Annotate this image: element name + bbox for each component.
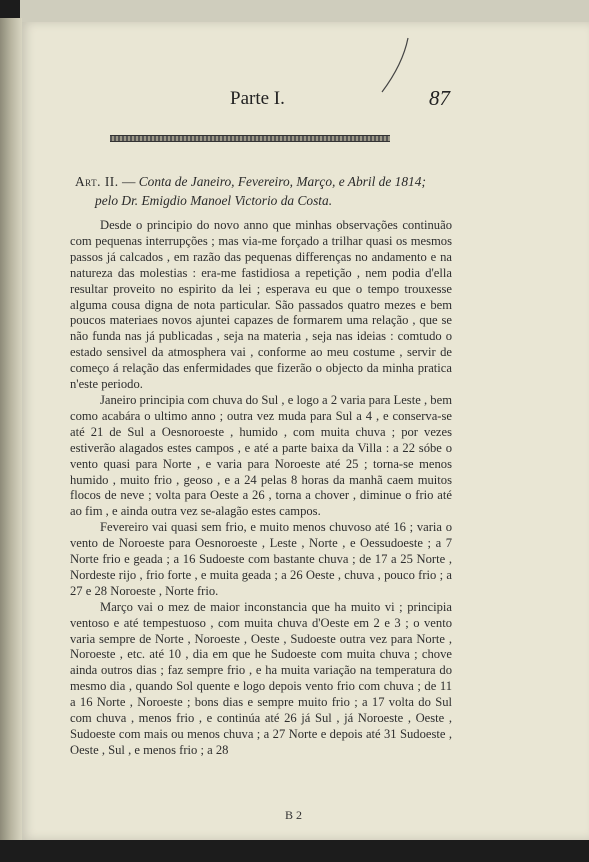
paragraph-janeiro: Janeiro principia com chuva do Sul , e logo a 2 varia para Leste , bem como acabára o ultimo anno ; outra vez muda para Sul a 4 , e conserva-se até 21 de Sul a Oesnoroeste , humido , com muita chuva ; por vezes estiverão alagados estes campos , e até a parte baixa da Villa : a 22 sóbe o vento quasi para Norte , e varia para Noroeste até 25 ; torna-se menos humido , muito frio , geoso , e a 24 pelas 8 horas da manhã caem muitos flocos de neve ; volta para Oeste a 26 , torna a chover , diminue o frio até ao fim , e ainda outra vez se-alagão estes campos. (70, 392, 452, 519)
page-number: 87 (429, 86, 450, 110)
book-binding (0, 18, 22, 840)
running-header (70, 88, 450, 112)
paragraph-fevereiro: Fevereiro vai quasi sem frio, e muito menos chuvoso até 16 ; varia o vento de Noroeste para Oesnoroeste , Leste , Norte , e Oessudoeste ; a 7 Norte frio e geada ; a 16 Sudoeste com bastante chuva ; de 17 a 25 Norte , Nordeste rijo , frio forte , e muita geada ; a 26 Oeste , chuva , pouco frio ; a 27 e 28 Noroeste , Norte frio. (70, 520, 452, 598)
decorative-rule (110, 135, 390, 142)
article-label: Art. II. (75, 174, 119, 189)
printer-signature-mark: B 2 (285, 808, 303, 822)
article-body (70, 218, 452, 759)
article-author: pelo Dr. Emigdio Manoel Victorio da Costa. (95, 193, 333, 208)
article-heading: Art. II. — Conta de Janeiro, Fevereiro, Março, e Abril de 1814; pelo Dr. Emigdio Manoel Victorio da Costa. (75, 172, 460, 210)
part-title: Parte I. (230, 88, 285, 109)
pen-stroke-mark (380, 36, 420, 96)
page-top-strip (20, 0, 589, 22)
article-title: Conta de Janeiro, Fevereiro, Março, e Abril de 1814; (138, 174, 426, 189)
paragraph-marco: Março vai o mez de maior inconstancia que ha muito vi ; principia ventoso e até tempestuoso , com muita chuva d'Oeste em 2 e 3 ; o vento varia sempre de Norte , Noroeste , Oeste , Sudoeste outra vez para Norte , Noroeste , etc. até 10 , dia em que he Sudoeste com muita chuva ; chove ainda outros dias ; faz sempre frio , e ha muita variação na temperatura do mesmo dia , quando Sol quente e logo depois vento frio com chuva ; de 11 a 16 Norte , Noroeste ; bons dias e sempre muito frio ; a 17 volta do Sul com chuva , menos frio , e continúa até 26 já Sul , já Noroeste , Oeste , Sudoeste com mais ou menos chuva ; a 27 Norte e depois até 31 Sudoeste , Oeste , Sul , e menos frio ; a 28 (70, 599, 452, 757)
paragraph-intro: Desde o principio do novo anno que minhas observações continuão com pequenas interrupções ; mas via-me forçado a trilhar quasi os mesmos passos já calcados , em razão das pequenas differenças no andamento e na natureza das molestias : era-me fastidiosa a repetição , nem podia d'ella resultar proveito no espirito da lei ; esperava eu que o tempo trouxesse alguma cousa digna de nota particular. São passados quatro mezes e bem poucos materiaes novos ajuntei capazes de formarem uma relação , que se não funda nas já publicadas , seja na materia , seja nas ideias : comtudo o estado sensivel da atmosphera vai , conforme ao meu costume , servir de começo á relação das enfermidades que fizerão o objecto da minha pratica n'este periodo. (70, 218, 452, 392)
